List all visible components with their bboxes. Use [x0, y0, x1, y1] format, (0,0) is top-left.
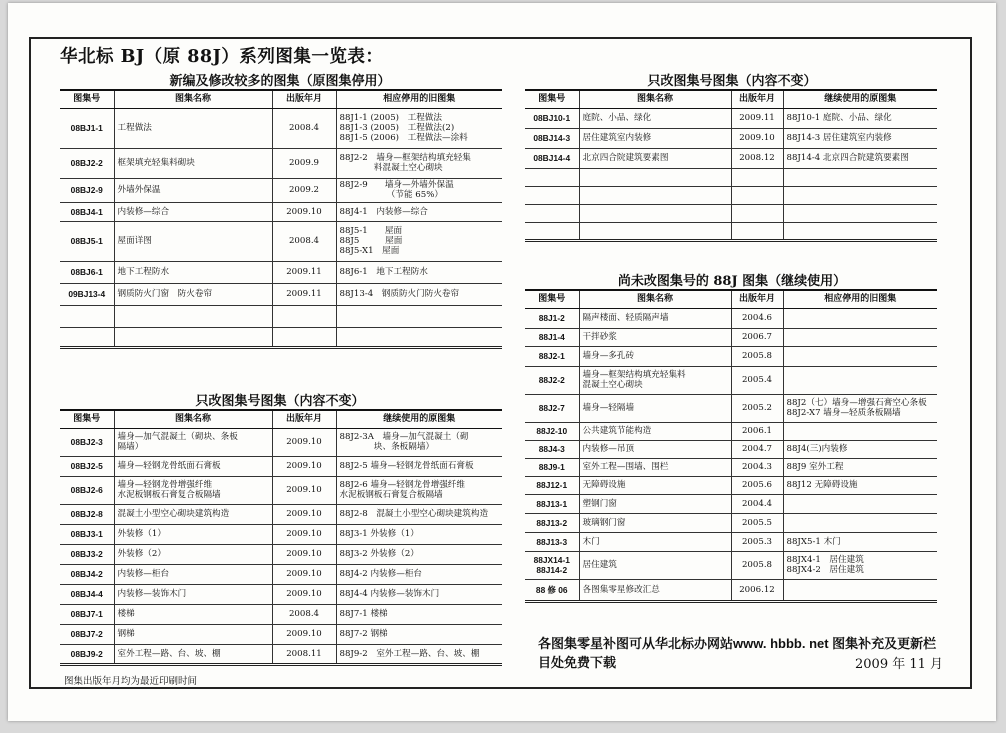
- table-row: [60, 148, 502, 178]
- related-atlas: 88J1-1 (2005) 工程做法 88J1-3 (2005) 工程做法(2) 88J1-5 (2006) 工程做法—涂料: [336, 108, 502, 148]
- atlas-name: [579, 204, 731, 222]
- table-row: [525, 222, 937, 240]
- download-note: 各图集零星补图可从华北标办网站www. hbbb. net 图集补充及更新栏目处免费下载: [538, 636, 937, 670]
- atlas-name: 公共建筑节能构造: [579, 422, 731, 440]
- column-header: 图集号: [525, 90, 579, 108]
- related-atlas: [336, 327, 502, 347]
- atlas-number: 08BJ9-2: [60, 644, 114, 664]
- related-atlas: 88J2（七）墙身—增强石膏空心条板 88J2-X7 墙身—轻质条板隔墙: [783, 394, 937, 422]
- table-row: [525, 346, 937, 366]
- column-header: 继续使用的原图集: [783, 90, 937, 108]
- related-atlas: 88J4-1 内装修—综合: [336, 202, 502, 221]
- page-title: 华北标 BJ（原 88J）系列图集一览表：: [60, 47, 384, 67]
- table-renumbered-atlases-right: [525, 89, 937, 242]
- table-row: [525, 328, 937, 346]
- atlas-number: 88J1-2: [525, 308, 579, 328]
- related-atlas: 88J4-4 内装修—装饰木门: [336, 584, 502, 604]
- atlas-name: 木门: [579, 532, 731, 551]
- publish-date: 2008.4: [272, 221, 336, 261]
- atlas-number: 88J2-10: [525, 422, 579, 440]
- atlas-name: 楼梯: [114, 604, 272, 624]
- atlas-name: 钢梯: [114, 624, 272, 644]
- atlas-number: 08BJ2-2: [60, 148, 114, 178]
- related-atlas: [783, 513, 937, 532]
- publish-date: 2009.10: [272, 504, 336, 524]
- publish-date: 2009.10: [272, 544, 336, 564]
- table-row: [525, 394, 937, 422]
- atlas-number: [525, 204, 579, 222]
- related-atlas: [783, 422, 937, 440]
- atlas-number: [525, 186, 579, 204]
- publish-date: 2009.10: [272, 524, 336, 544]
- table-row: [525, 128, 937, 148]
- table-row: [60, 644, 502, 664]
- publish-date: 2008.12: [731, 148, 783, 168]
- atlas-name: 墙身—框架结构填充轻集料 混凝土空心砌块: [579, 366, 731, 394]
- atlas-name: [579, 186, 731, 204]
- table-row: [60, 564, 502, 584]
- atlas-number: 88J2-2: [525, 366, 579, 394]
- related-atlas: 88J3-1 外装修（1）: [336, 524, 502, 544]
- atlas-number: 88J12-1: [525, 476, 579, 494]
- table-row: [60, 584, 502, 604]
- publish-date: 2006.1: [731, 422, 783, 440]
- atlas-name: 室外工程—围墙、围栏: [579, 458, 731, 476]
- column-header: 出版年月: [272, 410, 336, 428]
- column-header: 出版年月: [272, 90, 336, 108]
- publish-date: 2004.3: [731, 458, 783, 476]
- atlas-number: 88J4-3: [525, 440, 579, 458]
- related-atlas: 88J4(三)内装修: [783, 440, 937, 458]
- table2-title: 只改图集号图集（内容不变）: [195, 394, 365, 409]
- table-row: [525, 186, 937, 204]
- publish-date: 2005.6: [731, 476, 783, 494]
- atlas-name: 钢质防火门窗 防火卷帘: [114, 283, 272, 305]
- atlas-name: 外墙外保温: [114, 178, 272, 202]
- atlas-number: 09BJ13-4: [60, 283, 114, 305]
- table-row: [525, 148, 937, 168]
- atlas-number: 08BJ2-3: [60, 428, 114, 456]
- atlas-name: 墙身—轻钢龙骨增强纤维 水泥板钢板石膏复合板隔墙: [114, 476, 272, 504]
- table3-title: 只改图集号图集（内容不变）: [647, 74, 817, 89]
- publish-date: 2005.5: [731, 513, 783, 532]
- atlas-name: 工程做法: [114, 108, 272, 148]
- publish-date: 2009.11: [731, 108, 783, 128]
- publish-date: 2009.2: [272, 178, 336, 202]
- atlas-number: 08BJ14-4: [525, 148, 579, 168]
- publish-date: 2009.10: [272, 624, 336, 644]
- atlas-name: 墙身—轻隔墙: [579, 394, 731, 422]
- publish-date: [731, 186, 783, 204]
- publish-date: 2009.10: [272, 584, 336, 604]
- related-atlas: [336, 305, 502, 327]
- table-row: [60, 428, 502, 456]
- publish-date: [731, 168, 783, 186]
- table-row: [60, 108, 502, 148]
- publish-date: 2006.7: [731, 328, 783, 346]
- column-header: 图集名称: [114, 90, 272, 108]
- atlas-number: 08BJ7-2: [60, 624, 114, 644]
- related-atlas: 88J6-1 地下工程防水: [336, 261, 502, 283]
- column-header: 图集号: [525, 290, 579, 308]
- related-atlas: 88J2-5 墙身—轻钢龙骨纸面石膏板: [336, 456, 502, 476]
- publish-date: [731, 204, 783, 222]
- related-atlas: 88J9 室外工程: [783, 458, 937, 476]
- column-header: 图集名称: [579, 90, 731, 108]
- table-row: [60, 456, 502, 476]
- column-header: 相应停用的旧图集: [783, 290, 937, 308]
- related-atlas: [783, 366, 937, 394]
- atlas-name: [579, 168, 731, 186]
- table-row: [525, 458, 937, 476]
- atlas-number: [60, 305, 114, 327]
- atlas-name: 框架填充轻集料砌块: [114, 148, 272, 178]
- related-atlas: [783, 186, 937, 204]
- atlas-name: 隔声楼面、轻质隔声墙: [579, 308, 731, 328]
- atlas-number: 88J13-1: [525, 494, 579, 513]
- related-atlas: 88J5-1 屋面 88J5 屋面 88J5-X1 屋面: [336, 221, 502, 261]
- atlas-name: 无障碍设施: [579, 476, 731, 494]
- atlas-number: 08BJ7-1: [60, 604, 114, 624]
- atlas-number: 08BJ4-2: [60, 564, 114, 584]
- atlas-number: 08BJ3-2: [60, 544, 114, 564]
- atlas-number: 88J2-7: [525, 394, 579, 422]
- atlas-number: [525, 168, 579, 186]
- atlas-number: 08BJ6-1: [60, 261, 114, 283]
- table-row: [525, 308, 937, 328]
- atlas-name: 墙身—轻钢龙骨纸面石膏板: [114, 456, 272, 476]
- publish-date: 2004.4: [731, 494, 783, 513]
- table-row: [60, 221, 502, 261]
- publish-date: 2008.4: [272, 604, 336, 624]
- atlas-name: 居住建筑: [579, 551, 731, 579]
- atlas-name: [114, 327, 272, 347]
- atlas-number: 08BJ10-1: [525, 108, 579, 128]
- column-header: 继续使用的原图集: [336, 410, 502, 428]
- atlas-name: 玻璃钢门窗: [579, 513, 731, 532]
- atlas-name: 地下工程防水: [114, 261, 272, 283]
- table-row: [60, 327, 502, 347]
- atlas-name: 居住建筑室内装修: [579, 128, 731, 148]
- column-header: 出版年月: [731, 290, 783, 308]
- footnote: 图集出版年月均为最近印刷时间: [64, 676, 198, 687]
- publish-date: 2009.10: [272, 564, 336, 584]
- atlas-number: 08BJ4-4: [60, 584, 114, 604]
- atlas-name: 内装修—柜台: [114, 564, 272, 584]
- publish-date: 2005.8: [731, 551, 783, 579]
- atlas-name: 内装修—装饰木门: [114, 584, 272, 604]
- publish-date: 2009.10: [272, 456, 336, 476]
- table-row: [60, 624, 502, 644]
- publish-date: 2009.11: [272, 261, 336, 283]
- publish-date: 2005.4: [731, 366, 783, 394]
- table-header-row: [60, 410, 502, 428]
- table-row: [525, 513, 937, 532]
- atlas-name: 室外工程—路、台、坡、棚: [114, 644, 272, 664]
- atlas-name: 屋面详图: [114, 221, 272, 261]
- atlas-number: 88J9-1: [525, 458, 579, 476]
- related-atlas: 88J10-1 庭院、小品、绿化: [783, 108, 937, 128]
- table-row: [60, 283, 502, 305]
- atlas-number: 08BJ3-1: [60, 524, 114, 544]
- atlas-number: [525, 222, 579, 240]
- table-row: [60, 544, 502, 564]
- atlas-name: [579, 222, 731, 240]
- table-renumbered-atlases-left: [60, 409, 502, 666]
- related-atlas: 88JX4-1 居住建筑 88JX4-2 居住建筑: [783, 551, 937, 579]
- publish-date: 2009.9: [272, 148, 336, 178]
- column-header: 图集名称: [579, 290, 731, 308]
- table-row: [60, 202, 502, 221]
- related-atlas: 88J9-2 室外工程—路、台、坡、棚: [336, 644, 502, 664]
- table-header-row: [60, 90, 502, 108]
- atlas-name: 各图集零星修改汇总: [579, 579, 731, 601]
- publish-date: 2005.2: [731, 394, 783, 422]
- table-row: [525, 579, 937, 601]
- publish-date: 2008.4: [272, 108, 336, 148]
- related-atlas: 88J14-3 居住建筑室内装修: [783, 128, 937, 148]
- atlas-number: 88JX14-1 88J14-2: [525, 551, 579, 579]
- related-atlas: 88J2-9 墙身—外墙外保温 （节能 65%）: [336, 178, 502, 202]
- table1-title: 新编及修改较多的图集（原图集停用）: [169, 74, 391, 89]
- related-atlas: 88J3-2 外装修（2）: [336, 544, 502, 564]
- table-row: [525, 532, 937, 551]
- table-row: [525, 108, 937, 128]
- related-atlas: [783, 346, 937, 366]
- related-atlas: [783, 222, 937, 240]
- table-row: [60, 476, 502, 504]
- related-atlas: [783, 168, 937, 186]
- related-atlas: [783, 328, 937, 346]
- publish-date: 2009 年 11 月: [855, 657, 944, 672]
- related-atlas: 88J12 无障碍设施: [783, 476, 937, 494]
- publish-date: 2009.10: [272, 202, 336, 221]
- atlas-number: 88J1-4: [525, 328, 579, 346]
- table-row: [60, 604, 502, 624]
- atlas-number: 88J2-1: [525, 346, 579, 366]
- related-atlas: 88JX5-1 木门: [783, 532, 937, 551]
- table-row: [525, 476, 937, 494]
- related-atlas: [783, 579, 937, 601]
- table-row: [525, 494, 937, 513]
- atlas-name: [114, 305, 272, 327]
- table-row: [525, 440, 937, 458]
- related-atlas: 88J2-6 墙身—轻钢龙骨增强纤维 水泥板钢板石膏复合板隔墙: [336, 476, 502, 504]
- atlas-number: 08BJ2-9: [60, 178, 114, 202]
- table-row: [60, 261, 502, 283]
- related-atlas: 88J7-2 钢梯: [336, 624, 502, 644]
- publish-date: 2005.3: [731, 532, 783, 551]
- atlas-number: [60, 327, 114, 347]
- publish-date: 2004.6: [731, 308, 783, 328]
- atlas-name: 外装修（1）: [114, 524, 272, 544]
- table-row: [525, 204, 937, 222]
- publish-date: 2006.12: [731, 579, 783, 601]
- publish-date: 2009.10: [272, 428, 336, 456]
- table-header-row: [525, 290, 937, 308]
- atlas-name: 干拌砂浆: [579, 328, 731, 346]
- table-row: [525, 551, 937, 579]
- atlas-name: 混凝土小型空心砌块建筑构造: [114, 504, 272, 524]
- table-row: [60, 524, 502, 544]
- related-atlas: 88J7-1 楼梯: [336, 604, 502, 624]
- related-atlas: [783, 308, 937, 328]
- publish-date: 2005.8: [731, 346, 783, 366]
- publish-date: 2009.10: [272, 476, 336, 504]
- publish-date: 2008.11: [272, 644, 336, 664]
- publish-date: 2004.7: [731, 440, 783, 458]
- atlas-name: 北京四合院建筑要素图: [579, 148, 731, 168]
- table-row: [60, 178, 502, 202]
- atlas-name: 内装修—吊顶: [579, 440, 731, 458]
- related-atlas: 88J2-8 混凝土小型空心砌块建筑构造: [336, 504, 502, 524]
- publish-date: 2009.11: [272, 283, 336, 305]
- table-row: [60, 504, 502, 524]
- table-row: [525, 168, 937, 186]
- atlas-number: 08BJ14-3: [525, 128, 579, 148]
- atlas-number: 88J13-3: [525, 532, 579, 551]
- publish-date: [272, 327, 336, 347]
- atlas-name: 塑钢门窗: [579, 494, 731, 513]
- publish-date: [272, 305, 336, 327]
- table-row: [60, 305, 502, 327]
- atlas-number: 08BJ2-5: [60, 456, 114, 476]
- column-header: 图集名称: [114, 410, 272, 428]
- column-header: 出版年月: [731, 90, 783, 108]
- column-header: 图集号: [60, 410, 114, 428]
- atlas-name: 墙身—加气混凝土（砌块、条板 隔墙）: [114, 428, 272, 456]
- publish-date: [731, 222, 783, 240]
- related-atlas: 88J4-2 内装修—柜台: [336, 564, 502, 584]
- publish-date: 2009.10: [731, 128, 783, 148]
- atlas-number: 88 修 06: [525, 579, 579, 601]
- table-row: [525, 422, 937, 440]
- table-header-row: [525, 90, 937, 108]
- column-header: 图集号: [60, 90, 114, 108]
- atlas-name: 内装修—综合: [114, 202, 272, 221]
- table-unchanged-88j-atlases: [525, 289, 937, 603]
- related-atlas: [783, 204, 937, 222]
- column-header: 相应停用的旧图集: [336, 90, 502, 108]
- table-new-atlases: [60, 89, 502, 349]
- table-row: [525, 366, 937, 394]
- atlas-number: 88J13-2: [525, 513, 579, 532]
- atlas-number: 08BJ4-1: [60, 202, 114, 221]
- related-atlas: [783, 494, 937, 513]
- atlas-number: 08BJ5-1: [60, 221, 114, 261]
- related-atlas: 88J14-4 北京四合院建筑要素图: [783, 148, 937, 168]
- atlas-number: 08BJ2-8: [60, 504, 114, 524]
- atlas-name: 庭院、小品、绿化: [579, 108, 731, 128]
- atlas-name: 外装修（2）: [114, 544, 272, 564]
- related-atlas: 88J2-3A 墙身—加气混凝土（砌 块、条板隔墙）: [336, 428, 502, 456]
- atlas-name: 墙身—多孔砖: [579, 346, 731, 366]
- related-atlas: 88J2-2 墙身—框架结构填充轻集 料混凝土空心砌块: [336, 148, 502, 178]
- related-atlas: 88J13-4 钢质防火门防火卷帘: [336, 283, 502, 305]
- atlas-number: 08BJ2-6: [60, 476, 114, 504]
- atlas-number: 08BJ1-1: [60, 108, 114, 148]
- table4-title: 尚未改图集号的 88J 图集（继续使用）: [617, 274, 847, 289]
